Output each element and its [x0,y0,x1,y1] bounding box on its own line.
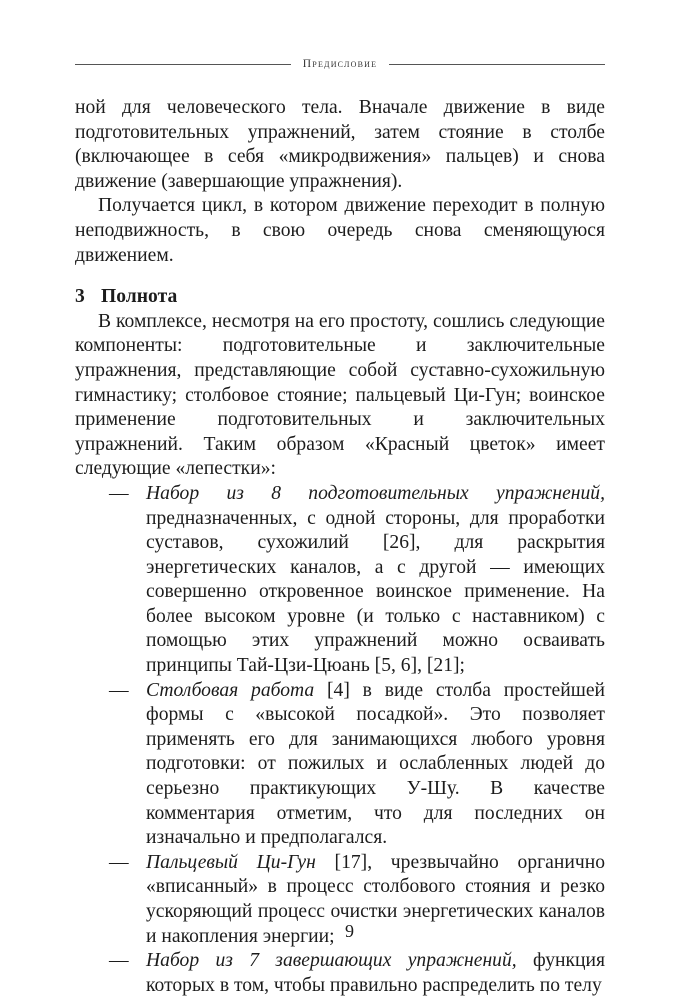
section-intro: В комплексе, несмотря на его простоту, сошлись следующие компоненты: подготовительные и заключительные упражнения, представляющие собой суставно-сухожильную гимнастику; столбовое стояние; пальцевый Ци-Гун; воинское применение подготовительных и заключительных упражнений. Таким образом «Красный цветок» имеет следующие «лепестки»: [75,310,605,480]
list-item-text: [4] в виде столба простейшей формы с «высокой посадкой». Это позволяет применять его для занимающихся любого уровня подготовки: от пожилых и ослабленных людей до серьезно практикующих У-Шу. В качестве комментария отметим, что для последних он изначально и предполагался. [146,679,605,849]
list-item-emphasis: Набор из 7 завершающих упражнений, [146,950,517,972]
list-item-text: функция которых в том, чтобы правильно распределить по телу [146,950,605,996]
body-text [75,96,605,998]
section-number: 3 [75,286,85,308]
paragraph-continuation: ной для человеческого тела. Вначале движение в виде подготовительных упражнений, затем стояние в столбе (включающее в себя «микродвижения» пальцев) и снова движение (завершающие упражнения). [75,97,605,192]
list-item [109,949,605,998]
header-title: Предисловие [302,58,378,70]
paragraph-cycle: Получается цикл, в котором движение переходит в полную неподвижность, в свою очередь снова сменяющуюся движением. [75,195,605,266]
list-item-emphasis: Столбовая работа [146,679,315,701]
running-header [75,58,605,70]
list-item [109,679,605,851]
header-rule-right [389,64,605,65]
section-heading [75,285,605,310]
list-item [109,482,605,679]
list-item-text: [17], чрезвычайно органично «вписанный» в процесс столбового стояния и резко ускоряющий процесс очистки энергетических каналов и накопления энергии; [146,851,605,947]
dash-marker: — [109,482,129,504]
list-item-emphasis: Пальцевый Ци-Гун [146,851,316,873]
dash-marker: — [109,950,129,972]
dash-marker: — [109,679,129,701]
section-title: Полнота [101,286,178,308]
dash-marker: — [109,851,129,873]
list-item-emphasis: Набор из 8 подготовительных упражнений, [146,482,605,504]
page-number: 9 [345,921,354,941]
header-rule-left [75,64,291,65]
list-item-text: предназначенных, с одной стороны, для проработки суставов, сухожилий [26], для раскрытия энергетических каналов, а с другой — имеющих совершенно откровенное воинское применение. На более высоком уровне (и только с наставником) с помощью этих упражнений можно осваивать принципы Тай-Цзи-Цюань [5, 6], [21]; [146,507,605,677]
